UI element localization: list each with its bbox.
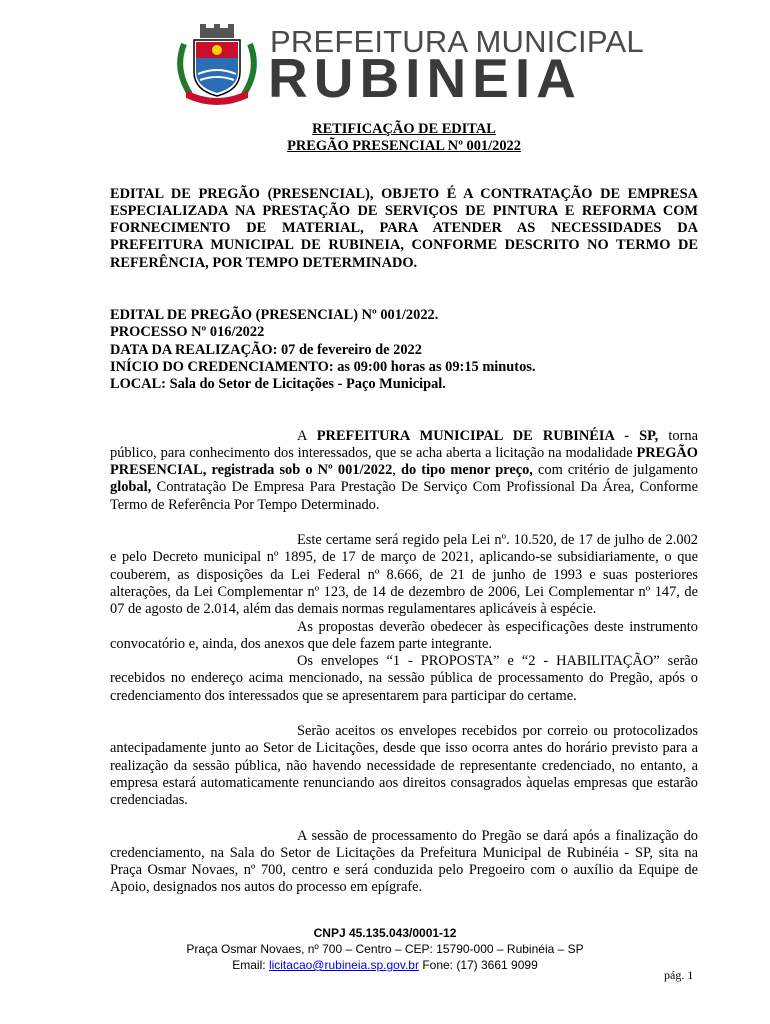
footer-address: Praça Osmar Novaes, nº 700 – Centro – CEP: 15790-000 – Rubinéia – SP [186,942,584,956]
title-line-1: RETIFICAÇÃO DE EDITAL [312,121,496,137]
p1-text-f: do tipo menor preço, [401,462,533,479]
meta-processo: PROCESSO Nº 016/2022 [110,324,265,341]
p1-text-b: PREFEITURA MUNICIPAL DE RUBINÉIA - SP, [316,427,659,444]
title-line-2: PREGÃO PRESENCIAL Nº 001/2022 [287,138,521,155]
edital-metadata [110,307,698,393]
p1-text-h: global, [110,479,152,496]
p1-text-e: , [392,462,401,479]
p1-text-i: Contratação De Empresa Para Prestação De Serviço Com Profissional Da Área, Conforme Termo de Referência Por Tempo Determinado. [110,479,698,513]
meta-inicio: INÍCIO DO CREDENCIAMENTO: as 09:00 horas as 09:15 minutos. [110,358,536,375]
footer-phone: Fone: (17) 3661 9099 [418,958,538,972]
meta-data: DATA DA REALIZAÇÃO: 07 de fevereiro de 2022 [110,341,422,358]
footer-contact [0,957,770,973]
meta-local: LOCAL: Sala do Setor de Licitações - Paço Municipal. [110,376,446,393]
paragraph-envelopes: Os envelopes “1 - PROPOSTA” e “2 - HABILITAÇÃO” serão recebidos no endereço acima mencionado, na sessão pública de processamento do Pregão, após o credenciamento dos interessados que se apresentarem para participar do certame. [110,653,698,704]
paragraph-legislation: Este certame será regido pela Lei nº. 10.520, de 17 de julho de 2.002 e pelo Decreto municipal nº 1895, de 17 de março de 2021, aplicando-se subsidiariamente, o que couberem, as disposições da Lei Federal nº 8.666, de 21 de junho de 1993 e suas posteriores alterações, da Lei Complementar nº 123, de 14 de dezembro de 2006, Lei Complementar nº 147, de 07 de agosto de 2.014, além das demais normas regulamentares aplicáveis à espécie. [110,532,698,618]
object-description: EDITAL DE PREGÃO (PRESENCIAL), OBJETO É A CONTRATAÇÃO DE EMPRESA ESPECIALIZADA NA PRESTAÇÃO DE SERVIÇOS DE PINTURA E REFORMA COM FORNECIMENTO DE MATERIAL, PARA ATENDER AS NECESSIDADES DA PREFEITURA MUNICIPAL DE RUBINEIA, CONFORME DESCRITO NO TERMO DE REFERÊNCIA, POR TEMPO DETERMINADO. [110,185,698,271]
page-footer [0,925,770,973]
page-number: pág. 1 [664,968,694,982]
footer-email-link[interactable]: licitacao@rubineia.sp.gov.br [268,958,419,972]
p1-text-a: A [297,427,317,444]
paragraph-proposals: As propostas deverão obedecer às especificações deste instrumento convocatório e, ainda, dos anexos que dele fazem parte integrante. [110,618,698,652]
paragraph-intro [110,428,698,514]
footer-cnpj: CNPJ 45.135.043/0001-12 [313,926,457,940]
city-coat-of-arms-icon [172,24,262,106]
paragraph-session: A sessão de processamento do Pregão se dará após a finalização do credenciamento, na Sala do Setor de Licitações da Prefeitura Municipal de Rubinéia - SP, sita na Praça Osmar Novaes, nº 700, centro e será conduzida pelo Pregoeiro com o auxílio da Equipe de Apoio, designados nos autos do processo em epígrafe. [110,827,698,896]
p1-text-d: PREGÃO PRESENCIAL, registrada sob o Nº 001/2022 [110,444,698,479]
document-body [110,121,698,897]
p1-text-c: torna público, para conhecimento dos interessados, que se acha aberta a licitação na modalidade [110,427,698,461]
brand-line-1: PREFEITURA MUNICIPAL [270,24,644,59]
paragraph-mail-envelopes: Serão aceitos os envelopes recebidos por correio ou protocolizados antecipadamente junto ao Setor de Licitações, desde que isso ocorra antes do horário previsto para a realização da sessão pública, não havendo necessidade de representante credenciado, no entanto, a empresa estará automaticamente renunciando aos direitos consagrados àquelas empresas que estarão credenciadas. [110,723,698,809]
p1-text-g: com critério de julgamento [532,462,699,479]
meta-edital: EDITAL DE PREGÃO (PRESENCIAL) Nº 001/2022. [110,307,439,324]
brand-line-2: RUBINEIA [268,47,582,109]
footer-email-label: Email: [232,958,269,972]
